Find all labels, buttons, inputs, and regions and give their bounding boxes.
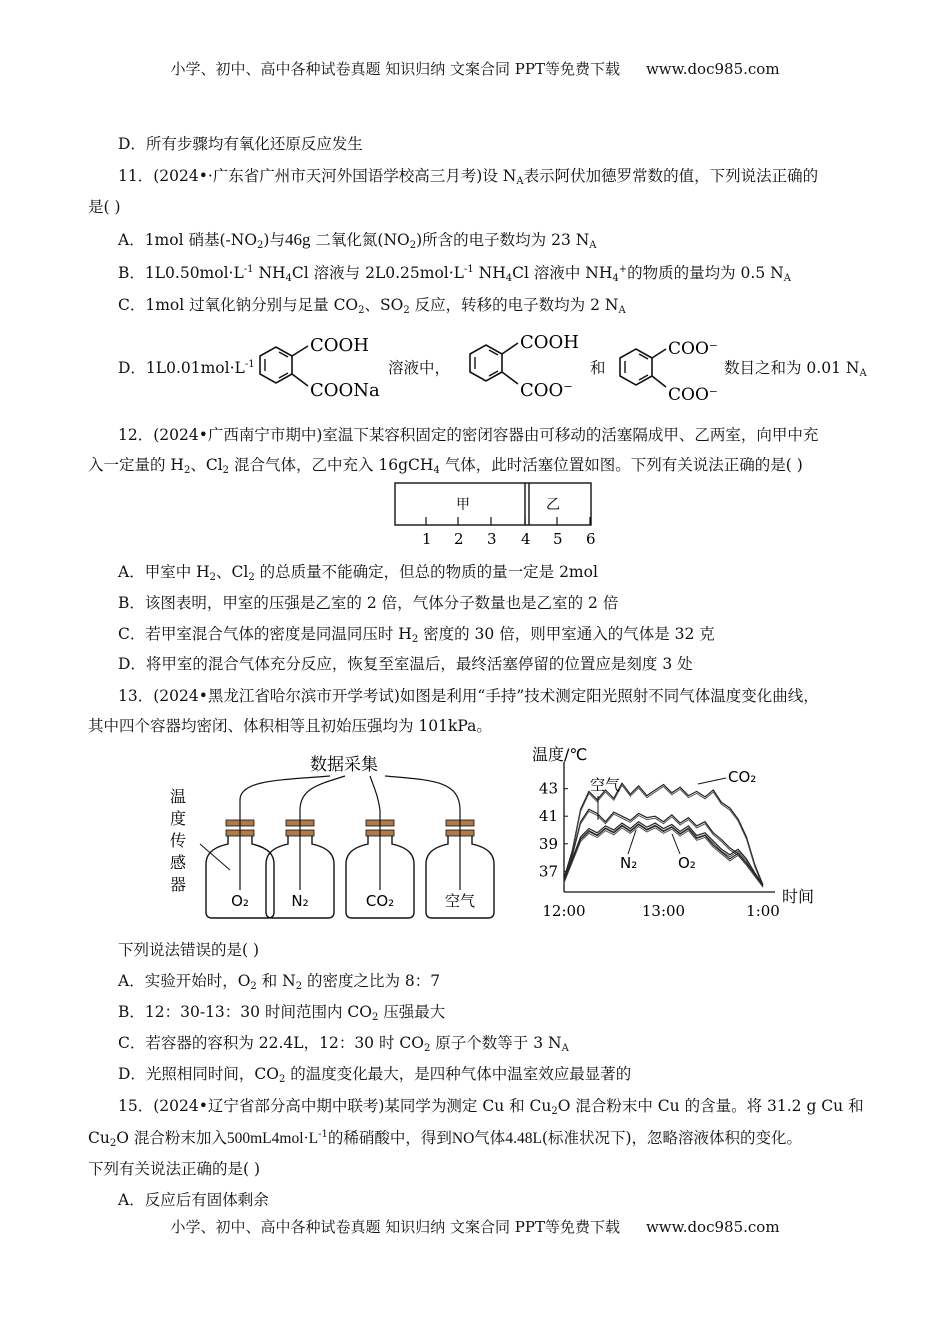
x-tick-label: 12:00 <box>542 902 586 920</box>
q12-stem: 12．(2024•广西南宁市期中)室温下某容积固定的密闭容器由可移动的活塞隔成甲、乙两室，向甲中充 <box>118 426 819 444</box>
scale-tick-label: 4 <box>521 530 531 548</box>
struct1-top: COOH <box>310 335 369 356</box>
q12-option-c: C．若甲室混合气体的密度是同温同压时 $H_2$ 密度的 30 倍，则甲室通入的气体是 32 克 <box>118 625 715 645</box>
q11-stem: 11．(2024•·广东省广州市天河外国语学校高三月考)设 $N_A$表示阿伏加德罗常数的值，下列说法正确的 <box>118 167 819 187</box>
structure-hydrogen-phthalate-ion <box>456 326 586 404</box>
chart-ylabel: 温度/℃ <box>532 745 588 764</box>
scale-tick-label: 6 <box>586 530 596 548</box>
scale-tick-label: 1 <box>422 530 432 548</box>
q11-option-d-and: 和 <box>590 359 606 377</box>
series-annotation: N₂ <box>620 854 638 872</box>
series-annotation: O₂ <box>678 854 696 872</box>
q11-option-d-end: 数目之和为 0.01 $N_A$ <box>724 359 867 379</box>
svg-text:传: 传 <box>170 831 187 850</box>
q15-option-a: A．反应后有固体剩余 <box>118 1191 269 1209</box>
q10-option-d: D．所有步骤均有氧化还原反应发生 <box>118 135 363 153</box>
scale-ticks <box>422 517 596 548</box>
bottle-label: 空气 <box>444 892 476 910</box>
room-yi-label: 乙 <box>546 497 560 513</box>
svg-text:感: 感 <box>170 853 187 872</box>
container-figure <box>394 482 604 554</box>
scale-tick-label: 2 <box>454 530 464 548</box>
q12-option-a: A．甲室中 $H_2$、$Cl_2$ 的总质量不能确定，但总的物质的量一定是 2mol <box>118 563 598 583</box>
chart-xlabel: 时间 <box>782 887 815 906</box>
svg-text:器: 器 <box>170 875 187 894</box>
annotation-leader <box>698 778 726 784</box>
q12-option-b: B．该图表明，甲室的压强是乙室的 2 倍，气体分子数量也是乙室的 2 倍 <box>118 594 619 612</box>
bottle-label: O₂ <box>231 892 249 910</box>
annotation-leader <box>672 834 680 854</box>
q11-option-c: C．1mol 过氧化钠分别与足量 $CO_2$、$SO_2$ 反应，转移的电子数均为 2 $N_A$ <box>118 296 626 316</box>
q15-stem: 15．(2024•辽宁省部分高中期中联考)某同学为测定 Cu 和 $Cu_2O$ 混合粉末中 Cu 的含量。将 31.2 g Cu 和 <box>118 1097 864 1117</box>
footer-text: 小学、初中、高中各种试卷真题 知识归纳 文案合同 PPT等免费下载 <box>170 1218 620 1236</box>
q13-stem: 13．(2024•黑龙江省哈尔滨市开学考试)如图是利用“手持”技术测定阳光照射不同气体温度变化曲线， <box>118 687 819 705</box>
struct2-top: COOH <box>520 332 579 353</box>
header-text: 小学、初中、高中各种试卷真题 知识归纳 文案合同 PPT等免费下载 <box>170 60 620 78</box>
y-tick-label: 41 <box>538 807 558 826</box>
gas-bottle <box>206 810 274 918</box>
q12-option-d: D．将甲室的混合气体充分反应，恢复至室温后，最终活塞停留的位置应是刻度 3 处 <box>118 655 693 673</box>
bottle-label: CO₂ <box>365 892 395 910</box>
y-tick-label: 37 <box>538 862 558 881</box>
q11-option-d-prefix: D．$1L0.01mol\cdot L^{-1}$ <box>118 359 255 377</box>
bottles-figure <box>160 740 500 930</box>
q15-stem-cont: $Cu_2O$ 混合粉末加入$500mL4mol\cdot L^{-1}$的稀硝酸中，得到NO气体4.48L(标准状况下)，忽略溶液体积的变化。 <box>88 1129 803 1149</box>
q13-option-b: B．12：30-13：30 时间范围内 $CO_2$ 压强最大 <box>118 1003 446 1023</box>
structure-phthalate-ion <box>606 332 722 406</box>
series-line <box>564 809 763 885</box>
gas-bottle <box>346 810 414 918</box>
q11-option-b: B．$1L0.50mol\cdot L^{-1}$ $NH_4Cl$ 溶液与 $2L0.25mol\cdot L^{-1}$ $NH_4Cl$ 溶液中 $NH_4^+$的物质的量均为 0.5 $N_A$ <box>118 264 791 284</box>
y-tick-label: 43 <box>538 779 558 798</box>
q13-stem-cont: 其中四个容器均密闭、体积相等且初始压强均为 101kPa。 <box>88 717 492 735</box>
series-annotation: CO₂ <box>728 768 757 786</box>
x-tick-label: 13:00 <box>641 902 686 920</box>
q15-stem-cont2: 下列有关说法正确的是( ) <box>88 1160 261 1178</box>
struct3-bottom: COO⁻ <box>668 385 718 405</box>
scale-tick-label: 3 <box>487 530 497 548</box>
svg-text:温: 温 <box>170 787 187 806</box>
struct2-bottom: COO⁻ <box>520 380 573 401</box>
q13-ask: 下列说法错误的是( ) <box>118 941 260 959</box>
scale-tick-label: 5 <box>553 530 563 548</box>
struct1-bottom: COONa <box>310 380 380 401</box>
q11-stem-cont: 是( ) <box>88 198 121 216</box>
page-footer <box>0 1216 950 1237</box>
gas-bottle <box>266 810 334 918</box>
structure-hydrogen-phthalate-sodium <box>246 330 386 404</box>
series-annotation: 空气 <box>590 776 621 794</box>
page-header <box>0 58 950 79</box>
series-line-band <box>564 811 763 887</box>
struct3-top: COO⁻ <box>668 339 718 359</box>
q11-option-a: A．1mol 硝基$(-NO_2)$与46g 二氧化氮$(NO_2)$所含的电子数均为 23 $N_A$ <box>118 230 597 251</box>
q13-option-c: C．若容器的容积为 22.4L，12：30 时 $CO_2$ 原子个数等于 3 $N_A$ <box>118 1034 569 1054</box>
y-tick-label: 39 <box>538 834 558 853</box>
data-collection-label: 数据采集 <box>310 755 378 775</box>
footer-url: www.doc985.com <box>645 1218 780 1236</box>
q12-stem-cont: 入一定量的 $H_2$、$Cl_2$ 混合气体，乙中充入 16gCH$_4$ 气体，此时活塞位置如图。下列有关说法正确的是( ) <box>88 456 803 476</box>
gas-bottle <box>426 810 494 918</box>
q13-option-d: D．光照相同时间，$CO_2$ 的温度变化最大，是四种气体中温室效应最显著的 <box>118 1065 632 1085</box>
temperature-chart <box>528 740 858 940</box>
sensor-label <box>170 787 186 894</box>
header-url: www.doc985.com <box>645 60 780 78</box>
annotation-leader <box>628 830 636 854</box>
bottle-label: N₂ <box>291 892 309 910</box>
svg-text:度: 度 <box>170 809 187 828</box>
q13-option-a: A．实验开始时，$O_2$ 和 $N_2$ 的密度之比为 8：7 <box>118 972 441 992</box>
x-tick-label: 1:00 <box>746 902 780 920</box>
room-jia-label: 甲 <box>456 497 470 513</box>
q11-option-d-mid: 溶液中， <box>388 359 451 377</box>
